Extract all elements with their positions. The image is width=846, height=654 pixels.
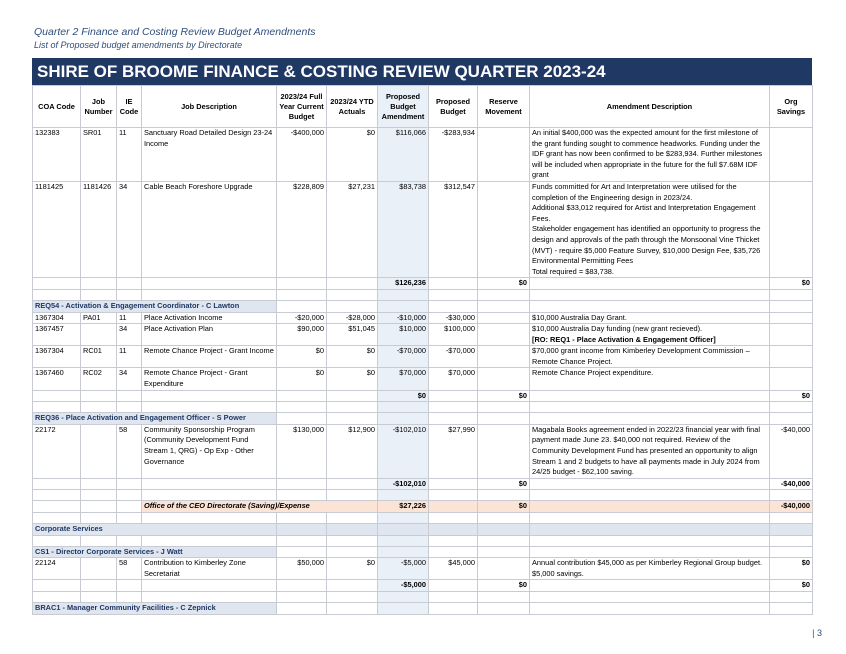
proposed-budget: $45,000 — [429, 558, 478, 580]
ytd-actuals: $0 — [327, 558, 378, 580]
table-row — [33, 324, 813, 346]
job-description: Place Activation Income — [142, 312, 277, 324]
spacer-row — [33, 513, 813, 524]
table-row — [33, 346, 813, 368]
coa-code: 132383 — [33, 128, 81, 182]
coa-code: 22124 — [33, 558, 81, 580]
ie-code: 58 — [117, 558, 142, 580]
current-budget: -$400,000 — [277, 128, 327, 182]
col-ie-code: IE Code — [117, 86, 142, 128]
job-description: Place Activation Plan — [142, 324, 277, 346]
subtotal-amendment: -$5,000 — [378, 580, 429, 592]
directorate-reserve: $0 — [478, 501, 530, 513]
proposed-amendment: $70,000 — [378, 368, 429, 390]
coa-code: 1367304 — [33, 346, 81, 368]
table-row — [33, 128, 813, 182]
org-savings — [770, 181, 813, 277]
job-number: RC02 — [81, 368, 117, 390]
proposed-amendment: -$70,000 — [378, 346, 429, 368]
ytd-actuals: -$28,000 — [327, 312, 378, 324]
job-number: SR01 — [81, 128, 117, 182]
subtotal-savings: $0 — [770, 580, 813, 592]
proposed-amendment: $116,066 — [378, 128, 429, 182]
ytd-actuals: $0 — [327, 128, 378, 182]
amendment-description: Annual contribution $45,000 as per Kimberley Regional Group budget. $5,000 savings. — [530, 558, 770, 580]
table-header-row — [33, 86, 813, 128]
proposed-amendment: -$5,000 — [378, 558, 429, 580]
col-current-budget: 2023/24 Full Year Current Budget — [277, 86, 327, 128]
subtotal-amendment: $126,236 — [378, 278, 429, 290]
ie-code: 11 — [117, 128, 142, 182]
coa-code: 1367460 — [33, 368, 81, 390]
reserve-movement — [478, 181, 530, 277]
coa-code: 22172 — [33, 424, 81, 478]
ie-code: 11 — [117, 346, 142, 368]
section-row — [33, 546, 813, 558]
page-number: | 3 — [812, 628, 822, 638]
section-row — [33, 413, 813, 425]
directorate-header-row — [33, 524, 813, 536]
job-description: Sanctuary Road Detailed Design 23-24 Income — [142, 128, 277, 182]
proposed-budget: -$283,934 — [429, 128, 478, 182]
subtotal-savings: $0 — [770, 390, 813, 402]
spacer-row — [33, 402, 813, 413]
proposed-amendment: $83,738 — [378, 181, 429, 277]
proposed-budget: $27,990 — [429, 424, 478, 478]
current-budget: $228,809 — [277, 181, 327, 277]
spacer-row — [33, 289, 813, 300]
report-title: Quarter 2 Finance and Costing Review Budget Amendments — [34, 26, 316, 38]
col-proposed-budget: Proposed Budget — [429, 86, 478, 128]
amendment-description: Remote Chance Project expenditure. — [530, 368, 770, 390]
directorate-label: Office of the CEO Directorate (Saving)/Expense — [142, 501, 378, 513]
org-savings — [770, 128, 813, 182]
proposed-budget: $312,547 — [429, 181, 478, 277]
proposed-budget: -$70,000 — [429, 346, 478, 368]
subtotal-amendment: $0 — [378, 390, 429, 402]
subtotal-row — [33, 278, 813, 290]
job-number: RC01 — [81, 346, 117, 368]
amendment-text: Stakeholder engagement has identified an opportunity to progress the design and approvals of the path through the Monsoonal Vine Thicket (MVT) - require $5,000 Feature Survey, $10,000 Design Fee, $35,726 Environmental Permitting Fees — [532, 224, 761, 266]
current-budget: $0 — [277, 346, 327, 368]
spacer-row — [33, 591, 813, 602]
col-proposed-amendment: Proposed Budget Amendment — [378, 86, 429, 128]
directorate-savings: -$40,000 — [770, 501, 813, 513]
amendment-description: $10,000 Australia Day Grant. — [530, 312, 770, 324]
org-savings: -$40,000 — [770, 424, 813, 478]
current-budget: $0 — [277, 368, 327, 390]
current-budget: -$20,000 — [277, 312, 327, 324]
col-ytd-actuals: 2023/24 YTD Actuals — [327, 86, 378, 128]
job-description: Contribution to Kimberley Zone Secretariat — [142, 558, 277, 580]
ie-code: 34 — [117, 368, 142, 390]
ytd-actuals: $12,900 — [327, 424, 378, 478]
job-description: Cable Beach Foreshore Upgrade — [142, 181, 277, 277]
coa-code: 1367304 — [33, 312, 81, 324]
job-description: Remote Chance Project - Grant Income — [142, 346, 277, 368]
subtotal-savings: $0 — [770, 278, 813, 290]
table-row — [33, 181, 813, 277]
subtotal-row — [33, 580, 813, 592]
budget-table — [32, 85, 813, 615]
proposed-amendment: -$102,010 — [378, 424, 429, 478]
proposed-budget: $100,000 — [429, 324, 478, 346]
directorate-total-row — [33, 501, 813, 513]
org-savings: $0 — [770, 558, 813, 580]
amendment-description: An initial $400,000 was the expected amount for the first milestone of the grant funding sought to commence headworks. Funding under the IDF grant has now been confirmed to be $283,934. Further milestones will be included when appropriate in the future for the full $7.68M IDF grant — [530, 128, 770, 182]
amendment-description — [530, 181, 770, 277]
job-description: Remote Chance Project - Grant Expenditure — [142, 368, 277, 390]
spacer-row — [33, 490, 813, 501]
table-row — [33, 424, 813, 478]
section-label: REQ54 - Activation & Engagement Coordinator - C Lawton — [33, 300, 277, 312]
spacer-row — [33, 535, 813, 546]
ytd-actuals: $0 — [327, 368, 378, 390]
current-budget: $130,000 — [277, 424, 327, 478]
amendment-description: $70,000 grant income from Kimberley Development Commission – Remote Chance Project. — [530, 346, 770, 368]
job-number: 1181426 — [81, 181, 117, 277]
amendment-text: Total required = $83,738. — [532, 266, 614, 276]
ie-code: 34 — [117, 324, 142, 346]
section-row — [33, 602, 813, 614]
subtotal-row — [33, 478, 813, 490]
col-job-description: Job Description — [142, 86, 277, 128]
proposed-amendment: $10,000 — [378, 324, 429, 346]
job-description: Community Sponsorship Program (Community Development Fund Stream 1, QRG) - Op Exp - Other Governance — [142, 424, 277, 478]
amendment-text: Funds committed for Art and Interpretation were utilised for the completion of the Engineering design in 2023/24. — [532, 181, 737, 202]
proposed-budget: $70,000 — [429, 368, 478, 390]
report-subtitle: List of Proposed budget amendments by Directorate — [34, 40, 243, 50]
subtotal-reserve: $0 — [478, 580, 530, 592]
section-row — [33, 300, 813, 312]
col-job-number: Job Number — [81, 86, 117, 128]
job-number: PA01 — [81, 312, 117, 324]
ie-code: 34 — [117, 181, 142, 277]
col-reserve-movement: Reserve Movement — [478, 86, 530, 128]
subtotal-reserve: $0 — [478, 278, 530, 290]
table-row — [33, 558, 813, 580]
amendment-description: Magabala Books agreement ended in 2022/23 financial year with final payment made June 23. $40,000 not required. Review of the Community Development Fund has presented an opportunity to align Stream 1 and 2 budgets to have all payments made in July 2024 from 24/25 budget - $62,100 saving. — [530, 424, 770, 478]
section-label: BRAC1 - Manager Community Facilities - C Zepnick — [33, 602, 277, 614]
subtotal-row — [33, 390, 813, 402]
subtotal-amendment: -$102,010 — [378, 478, 429, 490]
reserve-movement — [478, 128, 530, 182]
amendment-reference: [RO: REQ1 - Place Activation & Engagement Officer] — [532, 334, 716, 344]
proposed-budget: -$30,000 — [429, 312, 478, 324]
current-budget: $50,000 — [277, 558, 327, 580]
ytd-actuals: $27,231 — [327, 181, 378, 277]
ie-code: 58 — [117, 424, 142, 478]
banner-title: SHIRE OF BROOME FINANCE & COSTING REVIEW QUARTER 2023-24 — [32, 58, 812, 85]
directorate-amendment: $27,226 — [378, 501, 429, 513]
subtotal-reserve: $0 — [478, 478, 530, 490]
amendment-text: Additional $33,012 required for Artist and Interpretation Engagement Fees. — [532, 203, 756, 223]
section-label: REQ36 - Place Activation and Engagement Officer - S Power — [33, 413, 277, 425]
ie-code: 11 — [117, 312, 142, 324]
amendment-text: $10,000 Australia Day funding (new grant recieved). — [532, 324, 703, 334]
subtotal-reserve: $0 — [478, 390, 530, 402]
col-coa-code: COA Code — [33, 86, 81, 128]
col-org-savings: Org Savings — [770, 86, 813, 128]
ytd-actuals: $51,045 — [327, 324, 378, 346]
directorate-heading: Corporate Services — [33, 524, 277, 536]
table-row — [33, 368, 813, 390]
coa-code: 1367457 — [33, 324, 81, 346]
subtotal-savings: -$40,000 — [770, 478, 813, 490]
col-amendment-description: Amendment Description — [530, 86, 770, 128]
ytd-actuals: $0 — [327, 346, 378, 368]
table-row — [33, 312, 813, 324]
section-label: CS1 - Director Corporate Services - J Watt — [33, 546, 277, 558]
current-budget: $90,000 — [277, 324, 327, 346]
proposed-amendment: -$10,000 — [378, 312, 429, 324]
amendment-description — [530, 324, 770, 346]
coa-code: 1181425 — [33, 181, 81, 277]
